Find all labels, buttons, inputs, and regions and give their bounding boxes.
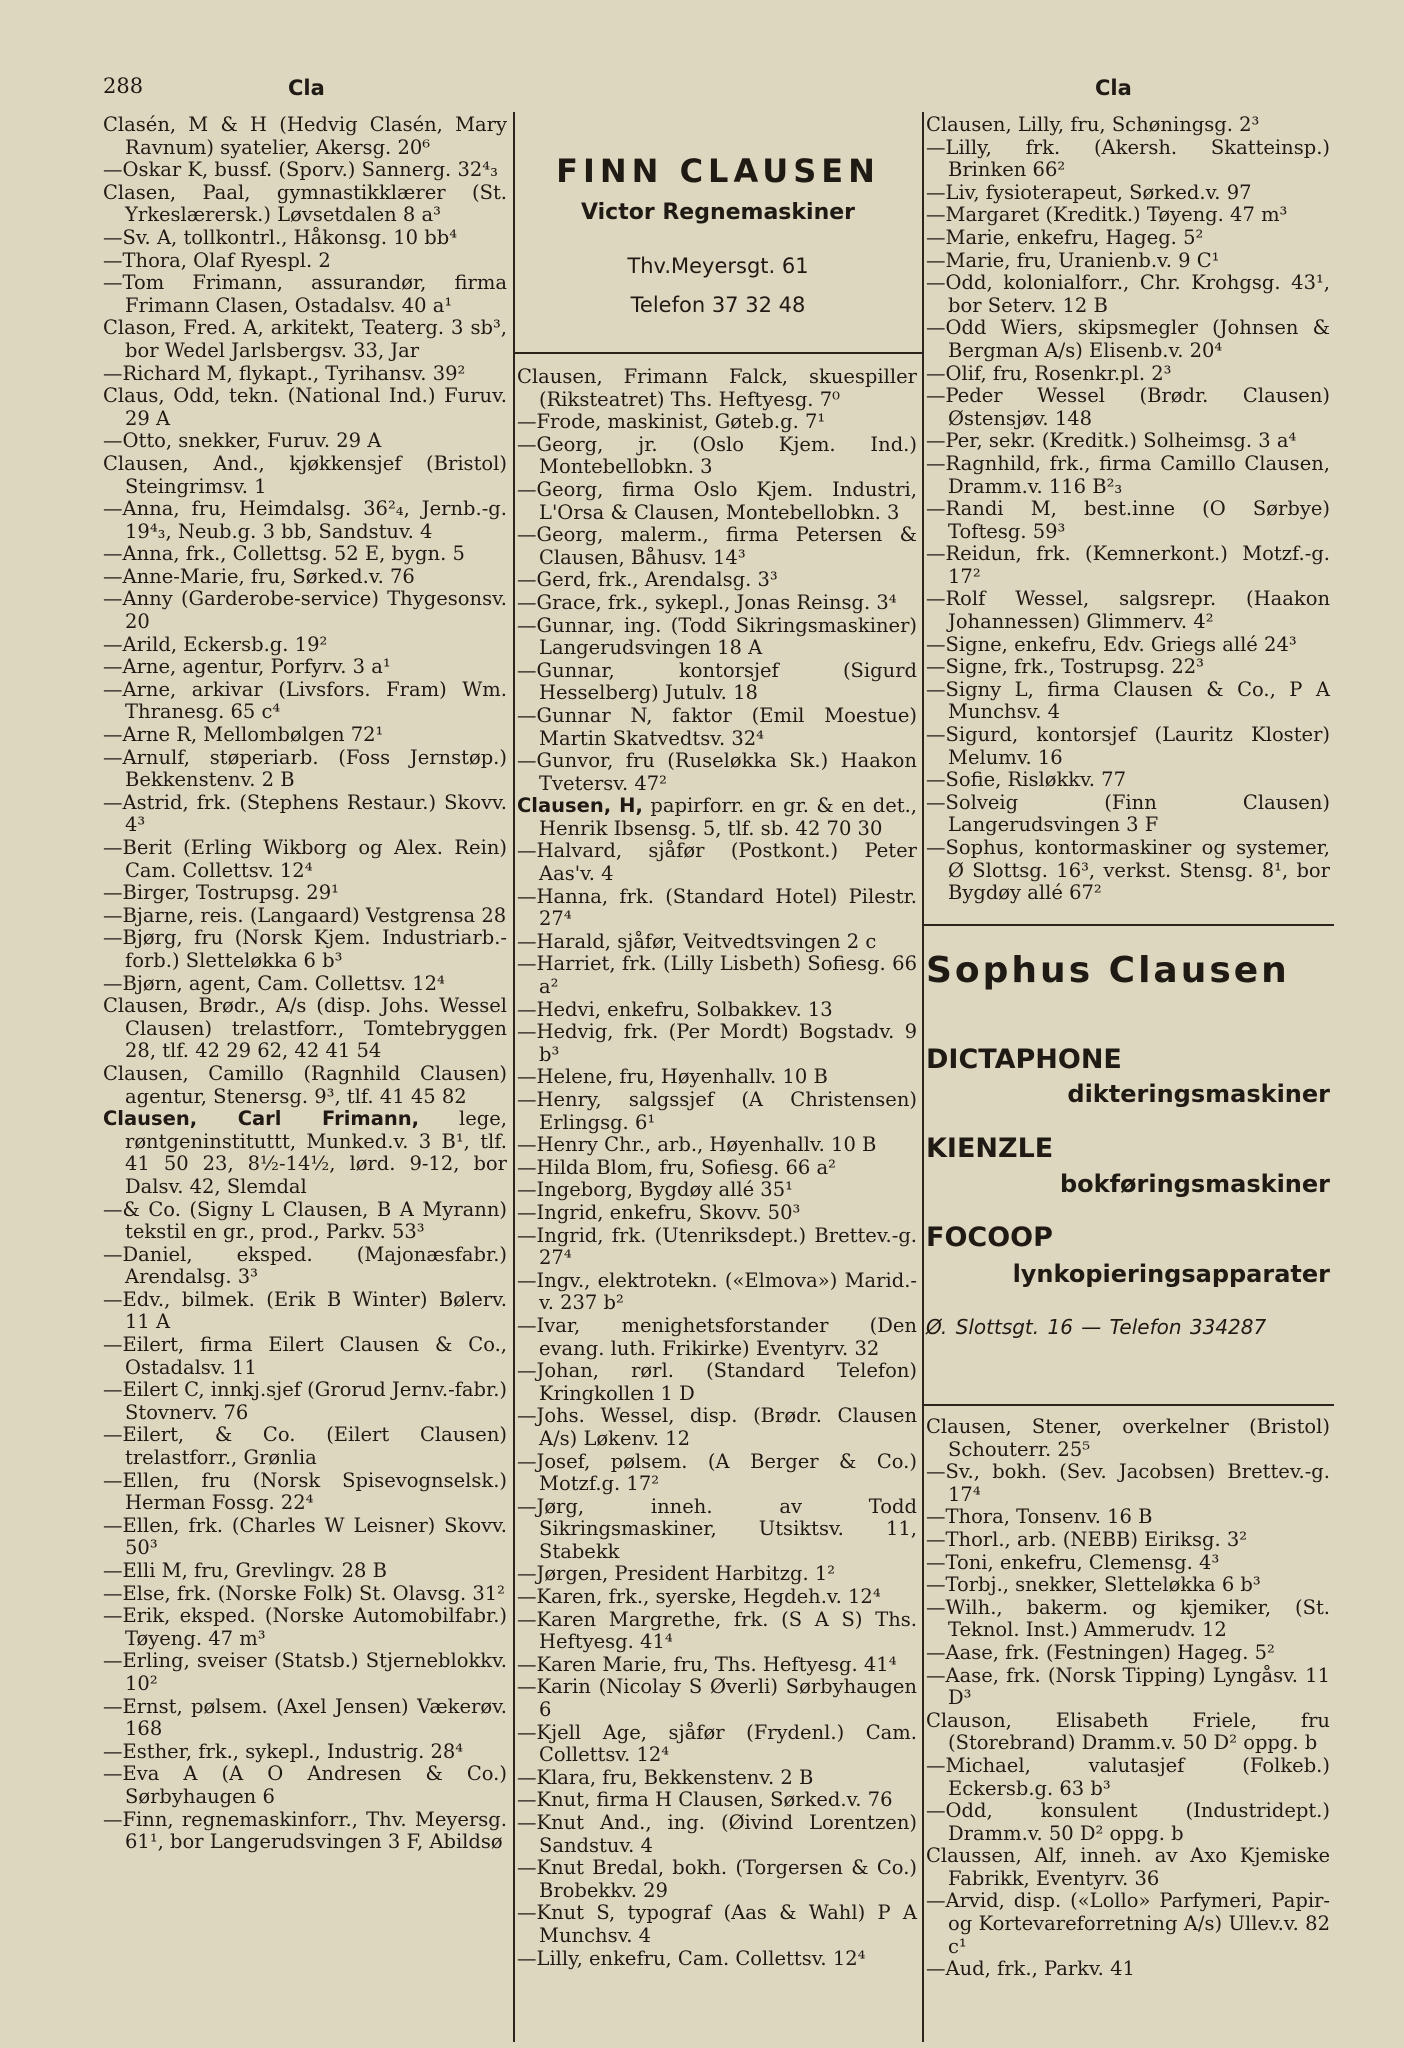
entry-text: —Johs. Wessel, disp. (Brødr. Clausen A/s) Løkenv. 12 [517,1404,917,1450]
entry-text: —Klara, fru, Bekkenstenv. 2 B [517,1765,814,1789]
directory-entry [517,953,917,998]
directory-entry [517,1654,917,1677]
directory-entry [926,317,1330,362]
entry-text: —Finn, regnemaskinforr., Thv. Meyersg. 61¹, bor Langerudsvingen 3 F, Abildsø [103,1807,507,1854]
directory-entry [103,882,507,905]
directory-entry [517,615,917,660]
entry-text: —Anna, fru, Heimdalsg. 36²₄, Jernb.-g. 19⁴₃, Neub.g. 3 bb, Sandstuv. 4 [103,497,507,543]
entry-text: —Knut And., ing. (Øivind Lorentzen) Sandstuv. 4 [517,1811,917,1857]
directory-entry [517,750,917,795]
directory-entry [103,724,507,747]
directory-entry [103,679,507,724]
entry-text: —Edv., bilmek. (Erik B Winter) Bølerv. 11 A [103,1287,507,1334]
directory-entry [926,1890,1330,1958]
directory-entry [103,927,507,972]
entry-text: —Hedvi, enkefru, Solbakkev. 13 [517,997,833,1021]
directory-entry [926,1574,1330,1597]
directory-entry [517,1676,917,1721]
entry-text: —Eva A (A O Andresen & Co.) Sørbyhaugen 6 [103,1762,507,1808]
directory-entry [517,569,917,592]
entry-text: —Reidun, frk. (Kemnerkont.) Motzf.-g. 17² [926,542,1330,588]
entry-text: —Arvid, disp. («Lollo» Parfymeri, Papir- og Kortevareforretning A/s) Ullev.v. 82 c¹ [926,1889,1330,1958]
entry-text: —Georg, jr. (Oslo Kjem. Ind.) Montebellobkn. 3 [517,432,917,479]
entry-text: —Josef, pølsem. (A Berger & Co.) Motzf.g. 17² [517,1449,917,1496]
directory-entry [926,1710,1330,1755]
entry-text: —Arne, agentur, Porfyrv. 3 a¹ [103,655,391,679]
entry-text: —Arnulf, støperiarb. (Foss Jernstøp.) Bekkenstenv. 2 B [103,745,507,792]
entry-text: —Tom Frimann, assurandør, firma Frimann Clasen, Ostadalsv. 40 a¹ [103,271,507,317]
page-number: 288 [103,74,144,98]
directory-entry [517,795,917,840]
entry-text: —Eilert C, innkj.sjef (Grorud Jernv.-fabr.) Stovnerv. 76 [103,1378,507,1424]
directory-entry [103,182,507,227]
entry-text: Clausen, Brødr., A/s (disp. Johs. Wessel Clausen) trelastforr., Tomtebryggen 28, tlf. 42 29 62, 42 41 54 [103,994,507,1063]
entry-text: —Knut S, typograf (Aas & Wahl) P A Munchsv. 4 [517,1901,917,1947]
directory-entry [103,1199,507,1244]
entry-text: —Signe, frk., Tostrupsg. 22³ [926,655,1204,679]
advert-title: FINN CLAUSEN [556,152,880,190]
entry-text: —Birger, Tostrupsg. 29¹ [103,881,339,905]
entry-text: —Gerd, frk., Arendalsg. 3³ [517,568,778,592]
entry-text: —Toni, enkefru, Clemensg. 4³ [926,1550,1220,1574]
directory-entry [517,592,917,615]
directory-entry [517,1179,917,1202]
entry-text: —Hedvig, frk. (Per Mordt) Bogstadv. 9 b³ [517,1020,917,1066]
directory-entry [517,1089,917,1134]
directory-entry [103,1424,507,1469]
entry-text: —Bjørn, agent, Cam. Collettsv. 12⁴ [103,971,445,995]
entry-text: —Erling, sveiser (Statsb.) Stjerneblokkv. 10² [103,1649,507,1695]
entry-text: Clasén, M & H (Hedvig Clasén, Mary Ravnum) syatelier, Akersg. 20⁶ [103,113,507,159]
directory-entry [103,995,507,1063]
directory-entry [103,1379,507,1424]
brand-dictaphone: DICTAPHONE [926,1044,1122,1075]
entry-text: —Else, frk. (Norske Folk) St. Olavsg. 31² [103,1581,505,1605]
directory-entry [926,1416,1330,1461]
running-head-right: Cla [1095,76,1132,100]
entry-text: Clausen, And., kjøkkensjef (Bristol) Steingrimsv. 1 [103,451,507,498]
directory-entry [926,543,1330,588]
entry-text: —Karin (Nicolay S Øverli) Sørbyhaugen 6 [517,1675,917,1722]
entry-text: —Sigurd, kontorsjef (Lauritz Kloster) Melumv. 16 [926,723,1330,769]
entry-text: —Ivar, menighetsforstander (Den evang. luth. Frikirke) Eventyrv. 32 [517,1313,917,1360]
product-bokforingsmaskiner: bokføringsmaskiner [1059,1170,1330,1198]
directory-entry [926,1845,1330,1890]
entry-text: —Rolf Wessel, salgsrepr. (Haakon Johannessen) Glimmerv. 4² [926,587,1330,634]
directory-entry [926,1665,1330,1710]
directory-entry [103,1244,507,1289]
entry-text: —Knut Bredal, bokh. (Torgersen & Co.) Brobekkv. 29 [517,1856,917,1902]
entry-text: —Gunnar, ing. (Todd Sikringsmaskiner) Langerudsvingen 18 A [517,613,917,660]
entry-text: —Signy L, firma Clausen & Co., P A Munchsv. 4 [926,677,1330,724]
advert-address: Thv.Meyersgt. 61 [627,254,809,278]
entry-text: —Ingrid, frk. (Utenriksdept.) Brettev.-g. 27⁴ [517,1223,917,1270]
entry-text: —Liv, fysioterapeut, Sørked.v. 97 [926,180,1252,204]
directory-entry [926,1755,1330,1800]
sophus-advert-top-rule [924,924,1334,926]
directory-entry [517,1767,917,1790]
directory-entry [517,1563,917,1586]
directory-entry [517,1360,917,1405]
entry-text: —Aase, frk. (Norsk Tipping) Lyngåsv. 11 D³ [926,1663,1330,1710]
entry-text: —Hanna, frk. (Standard Hotel) Pilestr. 27⁴ [517,884,917,931]
entry-text: —Grace, frk., sykepl., Jonas Reinsg. 3⁴ [517,590,897,614]
entry-text: Clauson, Elisabeth Friele, fru (Storebrand) Dramm.v. 50 D² oppg. b [926,1708,1330,1755]
directory-entry [517,1134,917,1157]
directory-entry [517,1202,917,1225]
directory-entry [926,588,1330,633]
directory-entry [517,999,917,1022]
directory-entry [517,1496,917,1564]
directory-entry [517,434,917,479]
directory-entry [926,792,1330,837]
entry-text: —Ingrid, enkefru, Skovv. 50³ [517,1200,801,1224]
directory-entry [517,931,917,954]
entry-text: —Lilly, frk. (Akersh. Skatteinsp.) Brinken 66² [926,135,1330,182]
directory-entry [926,385,1330,430]
directory-entry [926,1642,1330,1665]
directory-entry [103,227,507,250]
directory-entry [926,137,1330,182]
directory-entry [926,837,1330,905]
directory-entry [517,840,917,885]
directory-entry [103,498,507,543]
product-dikteringsmaskiner: dikteringsmaskiner [1067,1080,1330,1108]
directory-entry [926,1958,1330,1981]
directory-entry [926,114,1330,137]
brand-kienzle: KIENZLE [926,1133,1054,1164]
directory-column-2 [517,366,917,1970]
entry-text: —Margaret (Kreditk.) Tøyeng. 47 m³ [926,203,1288,227]
directory-entry [103,634,507,657]
entry-text: —Henry Chr., arb., Høyenhallv. 10 B [517,1133,877,1157]
entry-text: —Marie, fru, Uranienb.v. 9 C¹ [926,248,1220,272]
directory-entry [926,250,1330,273]
directory-entry [926,1597,1330,1642]
directory-entry [517,1021,917,1066]
entry-text: —Ellen, fru (Norsk Spisevognselsk.) Herman Fossg. 22⁴ [103,1468,507,1515]
directory-entry [926,227,1330,250]
entry-text: —Eilert, & Co. (Eilert Clausen) trelastforr., Grønlia [103,1423,507,1470]
directory-entry [926,1461,1330,1506]
directory-entry [517,886,917,931]
entry-text: —Jørg, inneh. av Todd Sikringsmaskiner, Utsiktsv. 11, Stabekk [517,1494,917,1563]
directory-entry [103,1063,507,1108]
entry-text: —Erik, eksped. (Norske Automobilfabr.) Tøyeng. 47 m³ [103,1604,507,1650]
directory-entry [517,1066,917,1089]
directory-entry [926,1529,1330,1552]
directory-entry [103,1741,507,1764]
advert-phone: Telefon 37 32 48 [630,293,806,317]
entry-text: —Harald, sjåfør, Veitvedtsvingen 2 c [517,929,877,953]
directory-entry [926,498,1330,543]
entry-text: —& Co. (Signy L Clausen, B A Myrann) tekstil en gr., prod., Parkv. 53³ [103,1197,507,1244]
directory-entry [103,250,507,273]
brand-focoop: FOCOOP [926,1222,1053,1253]
entry-text: —Anny (Garderobe-service) Thygesonsv. 20 [103,587,507,634]
directory-entry [517,524,917,569]
directory-column-3-top [926,114,1330,905]
entry-text: —Elli M, fru, Grevlingv. 28 B [103,1559,387,1582]
directory-entry [517,1722,917,1767]
directory-entry [103,792,507,837]
entry-text: —Signe, enkefru, Edv. Griegs allé 24³ [926,632,1297,656]
entry-text: —Ragnhild, frk., firma Camillo Clausen, Dramm.v. 116 B²₃ [926,451,1330,498]
directory-entry [103,837,507,882]
directory-entry [926,769,1330,792]
advert-subtitle: Victor Regnemaskiner [580,200,856,225]
entry-text: —Halvard, sjåfør (Postkont.) Peter Aas'v. 4 [517,839,917,886]
entry-text: —Gunnar N, faktor (Emil Moestue) Martin Skatvedtsv. 32⁴ [517,703,917,750]
directory-entry [517,479,917,524]
directory-entry [517,366,917,411]
entry-text: —Jørgen, President Harbitzg. 1² [517,1562,836,1586]
entry-name-bold: Clausen, H, [517,794,643,818]
entry-text: —Ellen, frk. (Charles W Leisner) Skovv. 50³ [103,1513,507,1560]
directory-entry [517,1857,917,1902]
entry-text: lege, røntgeninstituttt, Munked.v. 3 B¹, tlf. 41 50 23, 8½-14½, lørd. 9-12, bor Dalsv. 42, Slemdal [125,1107,507,1198]
directory-entry [517,411,917,434]
running-head-left: Cla [288,76,325,100]
directory-entry [926,204,1330,227]
entry-text: Clason, Fred. A, arkitekt, Teaterg. 3 sb³, bor Wedel Jarlsbergsv. 33, Jar [103,316,507,362]
directory-entry [517,1789,917,1812]
entry-text: —Aud, frk., Parkv. 41 [926,1957,1135,1981]
directory-entry [103,543,507,566]
directory-entry [103,747,507,792]
finn-clausen-advert [520,114,916,354]
entry-text: Clausen, Stener, overkelner (Bristol) Schouterr. 25⁵ [926,1415,1330,1461]
entry-text: —Bjørg, fru (Norsk Kjem. Industriarb.-forb.) Sletteløkka 6 b³ [103,926,507,972]
directory-entry [103,453,507,498]
entry-text: —Eilert, firma Eilert Clausen & Co., Ostadalsv. 11 [103,1333,507,1379]
entry-text: Clasen, Paal, gymnastikklærer (St. Yrkeslærersk.) Løvsetdalen 8 a³ [103,180,507,227]
entry-text: —Thorl., arb. (NEBB) Eiriksg. 3² [926,1527,1248,1551]
directory-entry [517,1902,917,1947]
directory-entry [103,905,507,928]
entry-text: —Gunvor, fru (Ruseløkka Sk.) Haakon Tvetersv. 47² [517,749,917,795]
entry-text: —Sophus, kontormaskiner og systemer, Ø Slottsg. 16³, verkst. Stensg. 8¹, bor Bygdøy allé 67² [926,836,1330,905]
directory-entry [517,1586,917,1609]
directory-entry [103,1108,507,1198]
directory-column-3-bottom [926,1416,1330,1981]
directory-entry [926,1552,1330,1575]
entry-text: —Hilda Blom, fru, Sofiesg. 66 a² [517,1155,836,1179]
directory-entry [517,660,917,705]
directory-entry [103,1515,507,1560]
entry-text: —Gunnar, kontorsjef (Sigurd Hesselberg) Jutulv. 18 [517,658,917,705]
directory-entry [517,1812,917,1857]
entry-text: —Henry, salgssjef (A Christensen) Erlingsg. 6¹ [517,1088,917,1134]
directory-entry [517,705,917,750]
directory-entry [517,1270,917,1315]
directory-entry [926,272,1330,317]
entry-text: —Wilh., bakerm. og kjemiker, (St. Teknol. Inst.) Ammerudv. 12 [926,1595,1330,1642]
directory-entry [926,679,1330,724]
directory-entry [517,1315,917,1360]
directory-entry [103,1583,507,1606]
directory-entry [103,114,507,159]
directory-entry [517,1405,917,1450]
directory-entry [103,1560,507,1583]
directory-entry [517,1948,917,1971]
directory-entry [103,1763,507,1808]
entry-text: Claus, Odd, tekn. (National Ind.) Furuv. 29 A [103,384,507,430]
directory-entry [103,656,507,679]
directory-entry [103,317,507,362]
sophus-advert-address: Ø. Slottsgt. 16 — Telefon 334287 [926,1315,1267,1339]
entry-text: —Frode, maskinist, Gøteb.g. 7¹ [517,410,826,434]
directory-entry [103,1809,507,1854]
entry-text: —Ernst, pølsem. (Axel Jensen) Vækerøv. 168 [103,1694,507,1741]
entry-text: —Peder Wessel (Brødr. Clausen) Østensjøv. 148 [926,384,1330,430]
entry-text: —Sofie, Risløkkv. 77 [926,768,1126,792]
sophus-advert-bottom-rule [924,1404,1334,1406]
directory-entry [103,385,507,430]
directory-entry [517,1451,917,1496]
entry-text: —Arne, arkivar (Livsfors. Fram) Wm. Thranesg. 65 c⁴ [103,677,507,724]
directory-entry [103,1470,507,1515]
entry-text: —Per, sekr. (Kreditk.) Solheimsg. 3 a⁴ [926,429,1297,453]
directory-entry [517,1225,917,1270]
entry-text: —Knut, firma H Clausen, Sørked.v. 76 [517,1788,893,1812]
entry-text: —Berit (Erling Wikborg og Alex. Rein) Cam. Collettsv. 12⁴ [103,836,507,882]
entry-text: —Karen Margrethe, frk. (S A S) Ths. Heftyesg. 41⁴ [517,1607,917,1654]
entry-text: —Odd, konsulent (Industridept.) Dramm.v. 50 D² oppg. b [926,1799,1330,1845]
directory-entry [926,182,1330,205]
advert-divider [515,352,922,354]
entry-text: —Karen Marie, fru, Ths. Heftyesg. 41⁴ [517,1652,897,1676]
entry-text: —Ingeborg, Bygdøy allé 35¹ [517,1178,793,1202]
entry-text: —Bjarne, reis. (Langaard) Vestgrensa 28 [103,903,507,927]
entry-text: —Georg, malerm., firma Petersen & Clausen, Båhusv. 14³ [517,523,917,569]
directory-entry [517,1157,917,1180]
directory-entry [103,159,507,182]
entry-text: —Karen, frk., syerske, Hegdeh.v. 12⁴ [517,1585,881,1609]
entry-text: —Anne-Marie, fru, Sørked.v. 76 [103,564,415,588]
directory-entry [103,1696,507,1741]
entry-text: —Odd Wiers, skipsmegler (Johnsen & Bergman A/s) Elisenb.v. 20⁴ [926,316,1330,362]
directory-entry [103,566,507,589]
entry-name-bold: Clausen, Carl Frimann, [103,1107,420,1131]
entry-text: —Oskar K, bussf. (Sporv.) Sannerg. 32⁴₃ [103,158,498,182]
directory-entry [103,1289,507,1334]
directory-entry [926,363,1330,386]
entry-text: —Georg, firma Oslo Kjem. Industri, L'Orsa & Clausen, Montebellobkn. 3 [517,477,917,524]
entry-text: —Daniel, eksped. (Majonæsfabr.) Arendalsg. 3³ [103,1242,507,1289]
entry-text: —Solveig (Finn Clausen) Langerudsvingen 3 F [926,790,1330,837]
directory-entry [926,453,1330,498]
entry-text: —Arild, Eckersb.g. 19² [103,632,328,656]
directory-entry [103,588,507,633]
entry-text: —Arne R, Mellombølgen 72¹ [103,723,384,747]
directory-column-1 [103,114,507,1854]
directory-entry [103,1334,507,1379]
entry-text: —Marie, enkefru, Hageg. 5² [926,225,1204,249]
entry-text: —Otto, snekker, Furuv. 29 A [103,429,382,453]
entry-text: Claussen, Alf, inneh. av Axo Kjemiske Fabrikk, Eventyrv. 36 [926,1844,1330,1890]
entry-text: Clausen, Camillo (Ragnhild Clausen) agentur, Stenersg. 9³, tlf. 41 45 82 [103,1061,507,1108]
entry-text: —Esther, frk., sykepl., Industrig. 28⁴ [103,1739,464,1763]
entry-text: —Richard M, flykapt., Tyrihansv. 39² [103,361,466,385]
directory-entry [926,634,1330,657]
entry-text: —Michael, valutasjef (Folkeb.) Eckersb.g. 63 b³ [926,1753,1330,1800]
directory-entry [926,1800,1330,1845]
entry-text: —Anna, frk., Collettsg. 52 E, bygn. 5 [103,542,465,566]
entry-text: —Johan, rørl. (Standard Telefon) Kringkollen 1 D [517,1359,917,1405]
entry-text: —Olif, fru, Rosenkr.pl. 2³ [926,361,1172,385]
directory-entry [103,430,507,453]
entry-text: Clausen, Lilly, fru, Schøningsg. 2³ [926,113,1260,136]
entry-text: —Kjell Age, sjåfør (Frydenl.) Cam. Collettsv. 12⁴ [517,1720,917,1767]
entry-text: —Ingv., elektrotekn. («Elmova») Marid.-v. 237 b² [517,1268,917,1315]
entry-text: —Odd, kolonialforr., Chr. Krohgsg. 43¹, bor Seterv. 12 B [926,271,1330,317]
entry-text: papirforr. en gr. & en det., Henrik Ibsensg. 5, tlf. sb. 42 70 30 [539,794,917,840]
entry-text: —Sv. A, tollkontrl., Håkonsg. 10 bb⁴ [103,225,458,249]
directory-entry [926,656,1330,679]
column-rule-left [513,112,515,2042]
entry-text: —Sv., bokh. (Sev. Jacobsen) Brettev.-g. 17⁴ [926,1460,1330,1506]
directory-entry [103,363,507,386]
entry-text: —Aase, frk. (Festningen) Hageg. 5² [926,1640,1275,1664]
product-lynkopieringsapparater: lynkopieringsapparater [1012,1260,1330,1288]
directory-entry [103,973,507,996]
directory-entry [103,1650,507,1695]
directory-entry [926,1506,1330,1529]
entry-text: —Helene, fru, Høyenhallv. 10 B [517,1065,828,1089]
directory-entry [103,1605,507,1650]
directory-entry [103,272,507,317]
entry-text: —Astrid, frk. (Stephens Restaur.) Skovv. 4³ [103,790,507,837]
column-rule-right [922,112,924,2042]
directory-entry [517,1609,917,1654]
entry-text: —Thora, Tonsenv. 16 B [926,1505,1153,1529]
sophus-advert-title: Sophus Clausen [926,950,1290,991]
entry-text: Clausen, Frimann Falck, skuespiller (Riksteatret) Ths. Heftyesg. 7⁰ [517,365,917,411]
directory-entry [926,724,1330,769]
entry-text: —Randi M, best.inne (O Sørbye) Toftesg. 59³ [926,497,1330,543]
entry-text: —Lilly, enkefru, Cam. Collettsv. 12⁴ [517,1946,866,1970]
entry-text: —Harriet, frk. (Lilly Lisbeth) Sofiesg. 66 a² [517,952,917,999]
entry-text: —Torbj., snekker, Sletteløkka 6 b³ [926,1573,1261,1597]
directory-entry [926,430,1330,453]
entry-text: —Thora, Olaf Ryespl. 2 [103,248,331,272]
